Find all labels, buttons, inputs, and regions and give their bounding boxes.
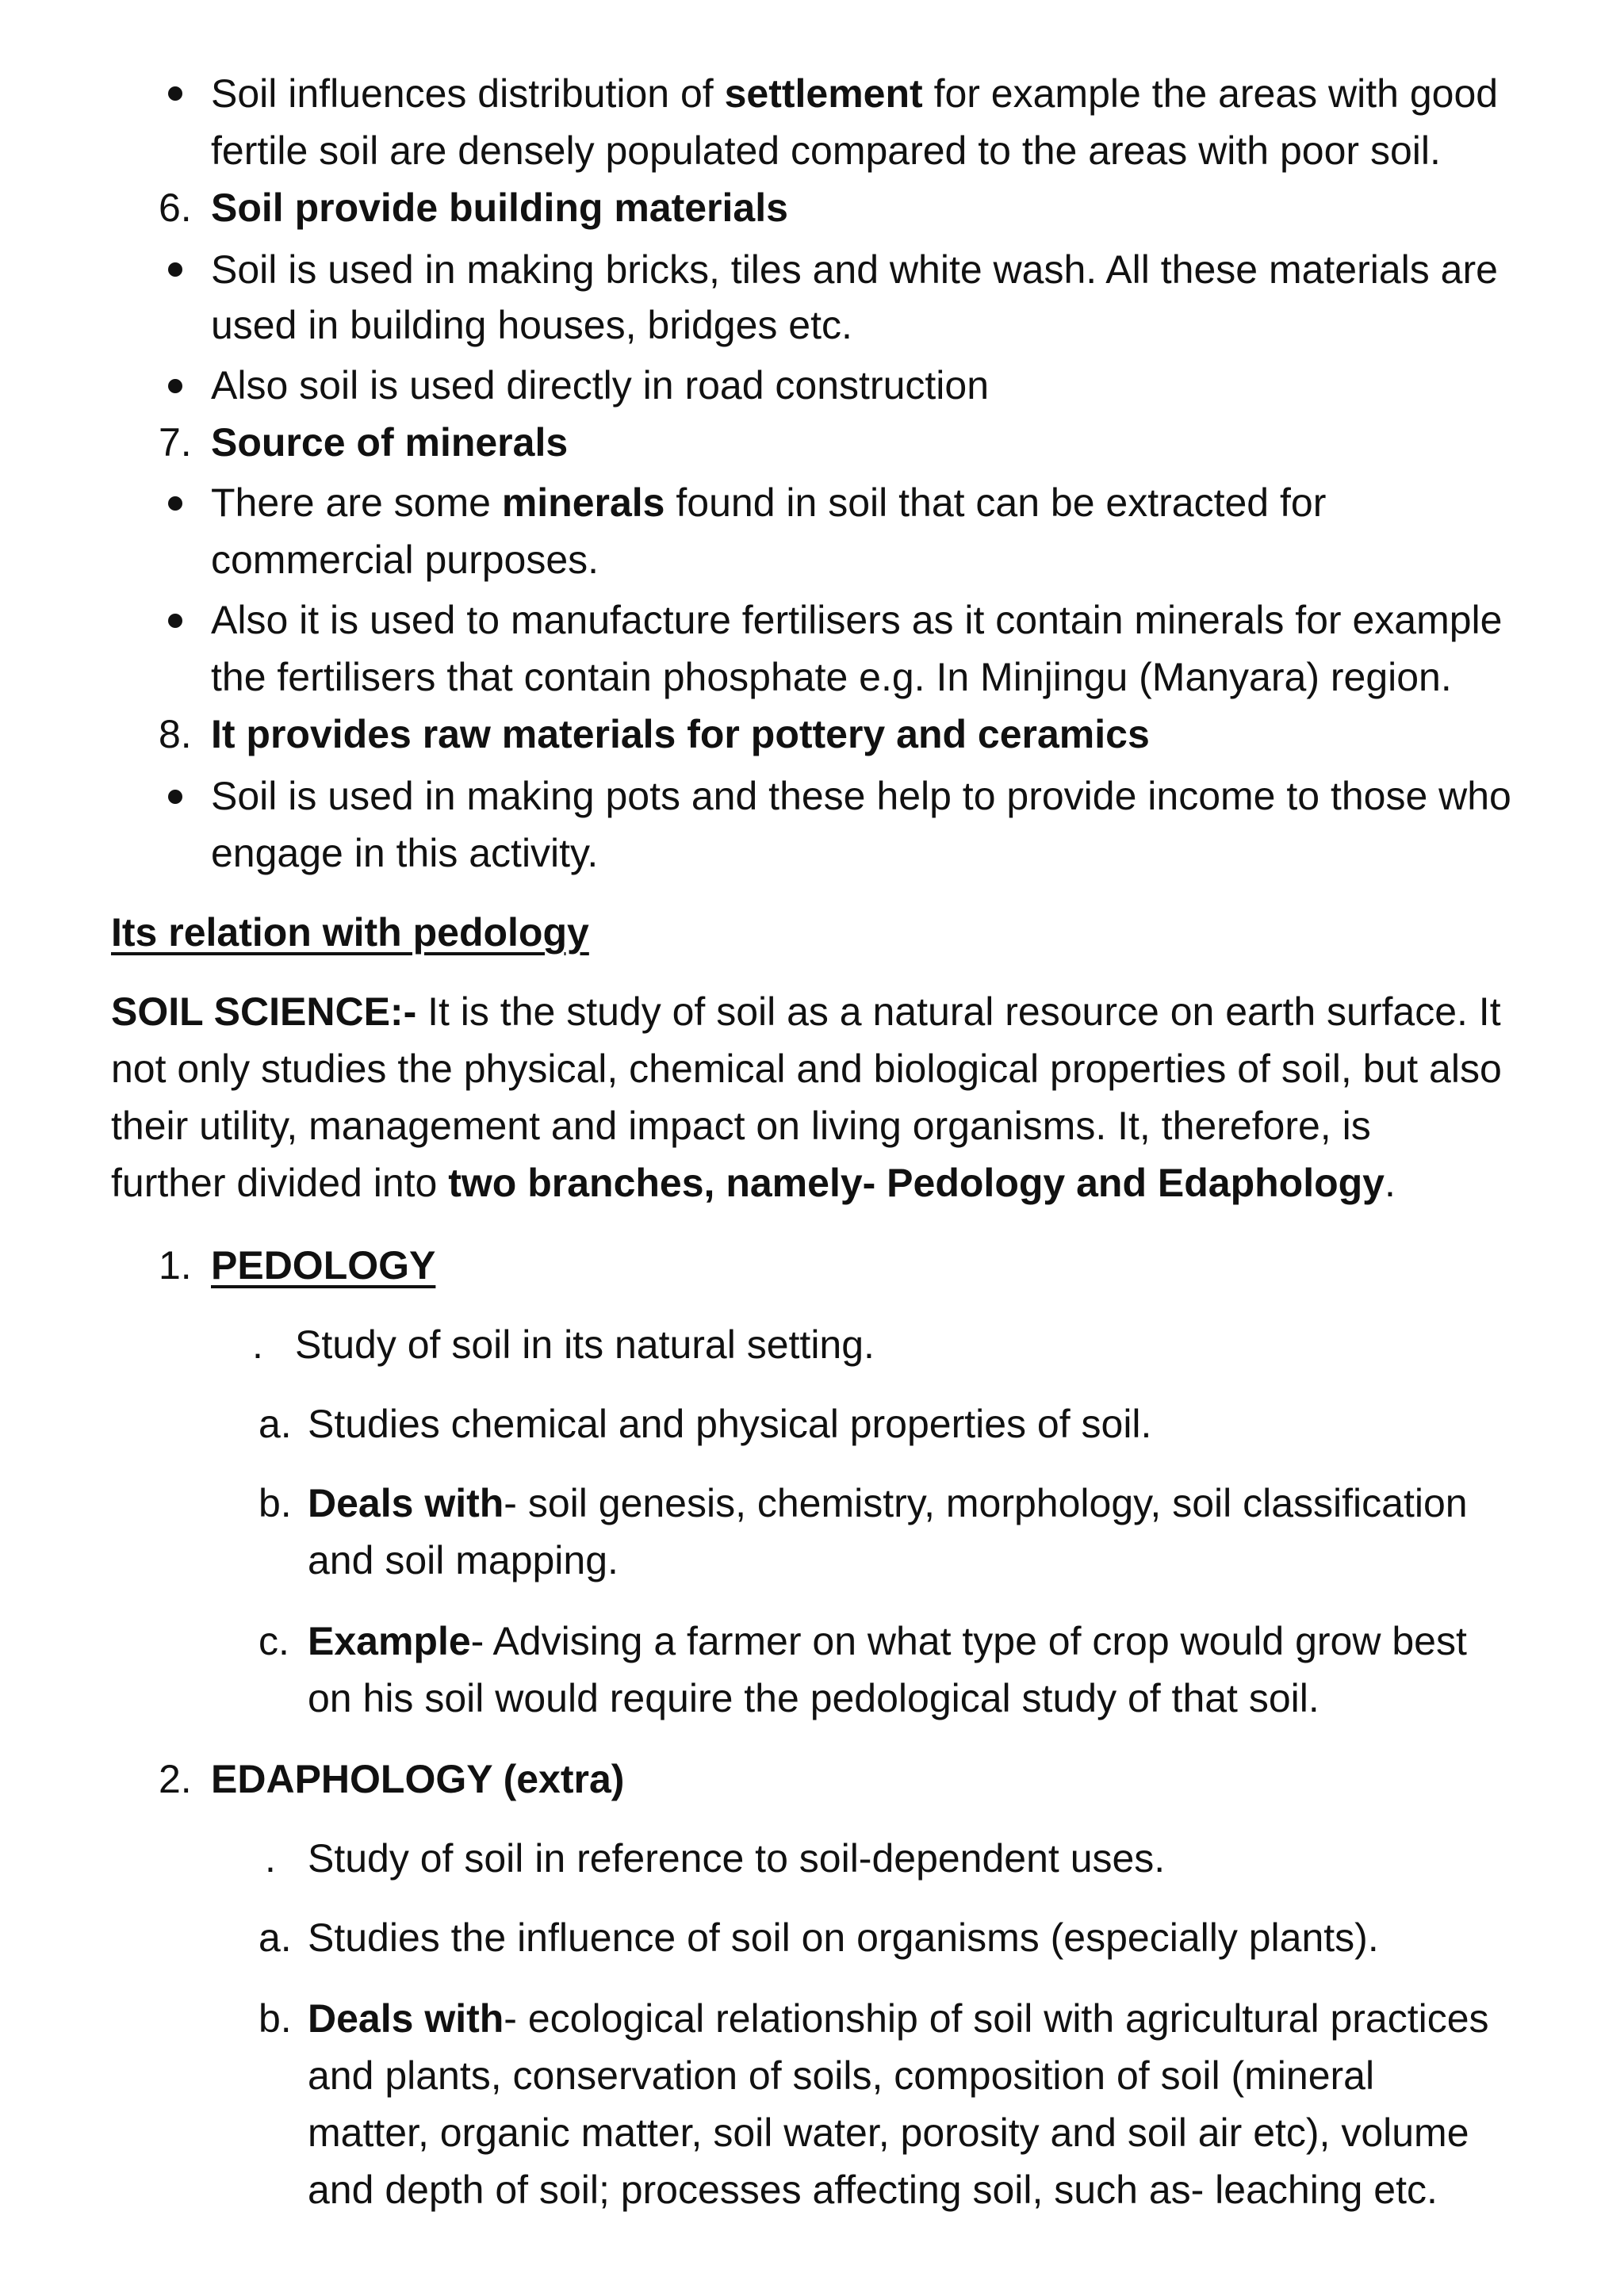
- list-number: 1.: [159, 1243, 192, 1288]
- bullet-icon: [168, 496, 182, 511]
- list-item-line: engage in this activity.: [211, 831, 599, 875]
- list-number: 2.: [159, 1757, 192, 1801]
- sublist-marker: c.: [259, 1619, 289, 1663]
- paragraph-line: their utility, management and impact on living organisms. It, therefore, is: [111, 1104, 1371, 1148]
- sublist-item-line: Study of soil in reference to soil-dependent uses.: [308, 1836, 1166, 1881]
- sublist-item-line: Deals with- soil genesis, chemistry, morphology, soil classification: [308, 1481, 1468, 1525]
- sublist-marker: a.: [259, 1402, 292, 1446]
- sublist-marker: .: [252, 1322, 263, 1367]
- list-item-line: Soil is used in making bricks, tiles and white wash. All these materials are: [211, 247, 1498, 292]
- list-item-line: fertile soil are densely populated compared to the areas with poor soil.: [211, 128, 1441, 173]
- sublist-item-line: Example- Advising a farmer on what type of crop would grow best: [308, 1619, 1467, 1663]
- list-item-line: There are some minerals found in soil that can be extracted for: [211, 480, 1327, 525]
- pedology-title: PEDOLOGY: [211, 1243, 436, 1288]
- list-item-heading: Source of minerals: [211, 420, 569, 465]
- section-heading: Its relation with pedology: [111, 910, 589, 955]
- bullet-icon: [168, 614, 182, 628]
- list-item-heading: Soil provide building materials: [211, 186, 788, 230]
- sublist-marker: .: [265, 1836, 276, 1881]
- paragraph-line: SOIL SCIENCE:- It is the study of soil as a natural resource on earth surface. It: [111, 989, 1501, 1034]
- paragraph-line: further divided into two branches, namely- Pedology and Edaphology.: [111, 1161, 1396, 1205]
- list-number: 7.: [159, 420, 192, 465]
- sublist-item-line: Studies the influence of soil on organisms (especially plants).: [308, 1915, 1379, 1960]
- sublist-item-line: and depth of soil; processes affecting soil, such as- leaching etc.: [308, 2168, 1438, 2212]
- sublist-item-line: Study of soil in its natural setting.: [295, 1322, 875, 1367]
- list-item-line: Also it is used to manufacture fertilisers as it contain minerals for example: [211, 598, 1503, 642]
- list-item-line: Soil influences distribution of settlement for example the areas with good: [211, 71, 1499, 116]
- bullet-icon: [168, 262, 182, 277]
- sublist-item-line: Deals with- ecological relationship of soil with agricultural practices: [308, 1996, 1489, 2041]
- sublist-item-line: matter, organic matter, soil water, porosity and soil air etc), volume: [308, 2110, 1469, 2155]
- list-item-line: Also soil is used directly in road construction: [211, 363, 990, 408]
- list-item-line: used in building houses, bridges etc.: [211, 303, 852, 347]
- edaphology-title: EDAPHOLOGY (extra): [211, 1757, 625, 1801]
- paragraph-line: not only studies the physical, chemical and biological properties of soil, but also: [111, 1047, 1502, 1091]
- list-item-line: the fertilisers that contain phosphate e.g. In Minjingu (Manyara) region.: [211, 655, 1452, 699]
- list-item-line: commercial purposes.: [211, 538, 599, 582]
- list-number: 6.: [159, 186, 192, 230]
- sublist-item-line: on his soil would require the pedological study of that soil.: [308, 1676, 1320, 1720]
- bullet-icon: [168, 86, 182, 101]
- list-item-line: Soil is used in making pots and these help to provide income to those who: [211, 774, 1511, 818]
- bullet-icon: [168, 379, 182, 393]
- list-item-heading: It provides raw materials for pottery and ceramics: [211, 712, 1150, 756]
- list-number: 8.: [159, 712, 192, 756]
- sublist-marker: b.: [259, 1481, 292, 1525]
- sublist-item-line: Studies chemical and physical properties of soil.: [308, 1402, 1152, 1446]
- sublist-item-line: and plants, conservation of soils, composition of soil (mineral: [308, 2053, 1375, 2098]
- bullet-icon: [168, 790, 182, 804]
- sublist-marker: a.: [259, 1915, 292, 1960]
- sublist-item-line: and soil mapping.: [308, 1538, 619, 1582]
- sublist-marker: b.: [259, 1996, 292, 2041]
